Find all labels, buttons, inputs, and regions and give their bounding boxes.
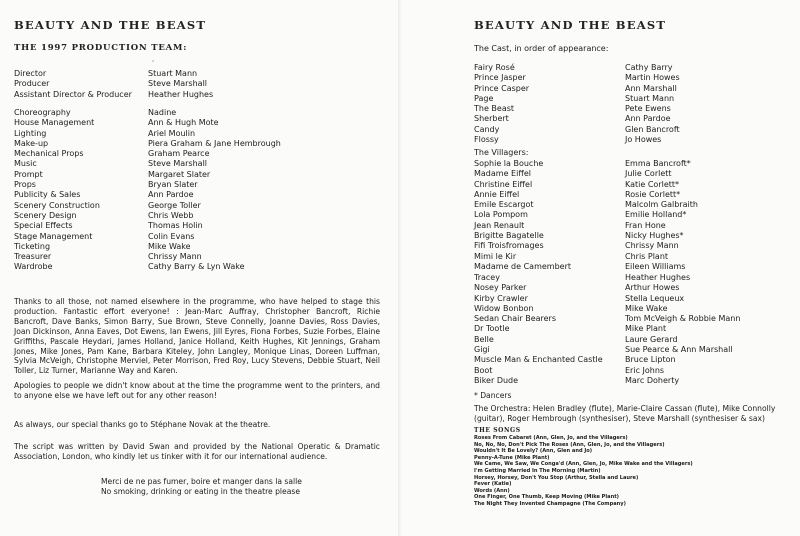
left-page-title: BEAUTY AND THE BEAST	[14, 18, 207, 32]
cast-row	[474, 273, 794, 283]
cast-row	[474, 200, 794, 210]
team-credit-row	[14, 118, 384, 128]
person-name: Malcolm Galbraith	[625, 200, 698, 210]
person-name: Ann Pardoe	[625, 114, 671, 124]
role-label: Publicity & Sales	[14, 190, 81, 200]
role-label: Special Effects	[14, 221, 73, 231]
team-credit-row	[14, 108, 384, 118]
cast-row	[474, 335, 794, 345]
thanks-paragraph: Thanks to all those, not named elsewhere in the programme, who have helped to stage this production. Fantastic effort everyone! : Jean-Marc Auffray, Christopher Bancroft, Richie Bancroft, Dave Banks, Simon Barry, Sue Brown, Steve Connelly, Joanne Davies, Ross Davies, Joan Dickinson, Anna Eaves, Dot Ewens, Ian Ewens, Jill Eyres, Fiona Forbes, Suzie Forbes, Elaine Griffiths, Pascale Heydari, James Holland, Janice Holland, Keith Hughes, Kit Jennings, Graham Jones, Mike Jones, Pam Kane, Barbara Kiteley, John Langley, Monique Linas, Doreen Luffman, Sylvia McVeigh, Christophe Merviel, Peter Morrison, Fred Roy, Lucy Stevens, Debbie Stuart, Neil Toller, Liz Turner, Marianne Way and Karen.	[14, 297, 380, 376]
cast-row	[474, 376, 794, 386]
person-name: Graham Pearce	[148, 149, 210, 159]
role-label: Biker Dude	[474, 375, 519, 385]
role-label: Treasurer	[14, 252, 52, 262]
cast-row	[474, 262, 794, 272]
person-name: Emilie Holland*	[625, 210, 687, 220]
song-item: One Finger, One Thumb, Keep Moving (Mike Plant)	[474, 494, 619, 501]
song-item: Horsey, Horsey, Don't You Stop (Arthur, Stella and Laure)	[474, 474, 639, 481]
dancers-note: * Dancers	[474, 391, 512, 400]
person-name: Sue Pearce & Ann Marshall	[625, 345, 733, 355]
role-label: Assistant Director & Producer	[14, 89, 132, 99]
role-label: Widow Bonbon	[474, 303, 534, 313]
person-name: Stuart Mann	[148, 69, 198, 78]
cast-row	[474, 169, 794, 179]
cast-row	[474, 114, 794, 124]
notice-french: Merci de ne pas fumer, boire et manger dans la salle	[101, 477, 302, 486]
cast-row	[474, 314, 794, 324]
role-label: Sedan Chair Bearers	[474, 314, 557, 324]
team-credit-row	[14, 242, 384, 252]
pen-mark: ,	[152, 55, 155, 63]
song-item: We Came, We Saw, We Conga'd (Ann, Glen, Jo, Mike Wake and the Villagers)	[474, 461, 693, 468]
role-label: Flossy	[474, 135, 499, 145]
cast-row	[474, 355, 794, 365]
role-label: Gigi	[474, 345, 490, 355]
role-label: Page	[474, 93, 494, 103]
role-label: Wardrobe	[14, 262, 53, 272]
person-name: Ariel Moulin	[148, 128, 196, 138]
person-name: George Toller	[148, 200, 201, 210]
cast-row	[474, 366, 794, 376]
team-credit-row	[14, 79, 384, 89]
role-label: Mimi le Kir	[474, 251, 517, 261]
cast-row	[474, 231, 794, 241]
person-name: Eileen Williams	[625, 261, 686, 271]
person-name: Stella Lequeux	[625, 293, 685, 303]
song-item: No, No, No, Don't Pick The Roses (Ann, Glen, Jo, and the Villagers)	[474, 441, 665, 448]
role-label: Prompt	[14, 169, 43, 179]
cast-row	[474, 304, 794, 314]
cast-row	[474, 94, 794, 104]
role-label: Props	[14, 180, 36, 190]
role-label: Tracey	[474, 273, 500, 282]
cast-row	[474, 159, 794, 169]
person-name: Chris Webb	[148, 210, 194, 220]
songs-heading: THE SONGS	[474, 427, 521, 434]
role-label: Madame Eiffel	[474, 169, 531, 179]
role-label: Fairy Rosé	[474, 63, 515, 72]
role-label: Brigitte Bagatelle	[474, 231, 544, 241]
cast-row	[474, 190, 794, 200]
person-name: Piera Graham & Jane Hembrough	[148, 138, 281, 148]
role-label: Prince Casper	[474, 83, 530, 93]
team-credit-row	[14, 180, 384, 190]
role-label: Belle	[474, 334, 494, 344]
cast-row	[474, 241, 794, 251]
person-name: Laure Gerard	[625, 334, 678, 344]
song-item: The Night They Invented Champagne (The Company)	[474, 500, 626, 507]
production-team-list-crew	[14, 108, 384, 273]
role-label: Ticketing	[14, 241, 51, 251]
role-label: Madame de Camembert	[474, 261, 572, 271]
team-credit-row	[14, 69, 384, 79]
role-label: Emile Escargot	[474, 200, 534, 210]
team-credit-row	[14, 232, 384, 242]
role-label: Lola Pompom	[474, 210, 528, 220]
song-item: Roses From Cabaret (Ann, Glen, Jo, and the Villagers)	[474, 435, 628, 441]
team-credit-row	[14, 149, 384, 159]
song-item: I'm Getting Married In The Morning (Martin)	[474, 467, 601, 474]
person-name: Chris Plant	[625, 251, 669, 261]
cast-intro: The Cast, in order of appearance:	[474, 44, 609, 53]
team-credit-row	[14, 211, 384, 221]
role-label: Annie Eiffel	[474, 189, 520, 199]
role-label: Candy	[474, 124, 500, 134]
role-label: Prince Jasper	[474, 73, 526, 83]
cast-row	[474, 252, 794, 262]
role-label: Sherbert	[474, 114, 509, 124]
role-label: Stage Management	[14, 231, 93, 241]
team-credit-row	[14, 262, 384, 272]
person-name: Emma Bancroft*	[625, 159, 691, 168]
person-name: Ann Marshall	[625, 83, 677, 93]
role-label: Muscle Man & Enchanted Castle	[474, 355, 603, 365]
song-item: Fever (Katie)	[474, 481, 512, 488]
cast-row	[474, 180, 794, 190]
song-item: Penny-A-Tune (Mike Plant)	[474, 454, 550, 461]
songs-list	[474, 435, 794, 508]
cast-row	[474, 324, 794, 334]
role-label: Producer	[14, 79, 50, 89]
role-label: Director	[14, 69, 47, 78]
person-name: Martin Howes	[625, 73, 680, 83]
person-name: Nicky Hughes*	[625, 231, 684, 241]
person-name: Pete Ewens	[625, 104, 671, 114]
special-thanks-line: As always, our special thanks go to Stéphane Novak at the theatre.	[14, 420, 271, 429]
role-label: Mechanical Props	[14, 149, 84, 159]
person-name: Mike Wake	[148, 241, 191, 251]
person-name: Bryan Slater	[148, 180, 198, 190]
person-name: Bruce Lipton	[625, 355, 676, 365]
role-label: Jean Renault	[474, 220, 525, 230]
role-label: Kirby Crawler	[474, 293, 528, 303]
person-name: Tom McVeigh & Robbie Mann	[625, 314, 741, 324]
person-name: Arthur Howes	[625, 283, 680, 293]
role-label: Scenery Construction	[14, 200, 100, 210]
role-label: Boot	[474, 365, 493, 375]
role-label: Music	[14, 159, 37, 169]
person-name: Stuart Mann	[625, 93, 675, 103]
right-page	[400, 0, 800, 536]
cast-row	[474, 63, 794, 73]
person-name: Jo Howes	[625, 135, 662, 145]
orchestra-credit: The Orchestra: Helen Bradley (flute), Marie-Claire Cassan (flute), Mike Connolly (guitar), Roger Hembrough (synthesiser), Steve Marshall (synthesiser & sax)	[474, 404, 776, 423]
person-name: Chrissy Mann	[625, 241, 679, 251]
person-name: Cathy Barry & Lyn Wake	[148, 262, 245, 272]
team-credit-row	[14, 190, 384, 200]
role-label: Sophie la Bouche	[474, 159, 544, 168]
cast-list-principals	[474, 63, 794, 145]
team-credit-row	[14, 159, 384, 169]
role-label: Nosey Parker	[474, 283, 527, 293]
team-credit-row	[14, 170, 384, 180]
person-name: Margaret Slater	[148, 169, 211, 179]
production-team-list-main	[14, 69, 384, 100]
role-label: Lighting	[14, 128, 47, 138]
person-name: Steve Marshall	[148, 159, 208, 169]
cast-row	[474, 345, 794, 355]
team-credit-row	[14, 90, 384, 100]
team-credit-row	[14, 221, 384, 231]
cast-row	[474, 210, 794, 220]
team-credit-row	[14, 201, 384, 211]
cast-list-villagers	[474, 159, 794, 272]
person-name: Eric Johns	[625, 365, 665, 375]
right-page-title: BEAUTY AND THE BEAST	[474, 18, 667, 32]
cast-row	[474, 221, 794, 231]
role-label: Make-up	[14, 138, 49, 148]
person-name: Katie Corlett*	[625, 179, 680, 189]
role-label: Scenery Design	[14, 210, 77, 220]
person-name: Julie Corlett	[625, 169, 672, 179]
cast-row	[474, 84, 794, 94]
cast-row	[474, 73, 794, 83]
song-item: Words (Ann)	[474, 487, 510, 494]
villagers-heading: The Villagers:	[474, 148, 529, 157]
role-label: The Beast	[474, 104, 515, 114]
production-team-heading: THE 1997 PRODUCTION TEAM:	[14, 43, 188, 53]
person-name: Chrissy Mann	[148, 252, 202, 262]
person-name: Mike Wake	[625, 303, 668, 313]
team-credit-row	[14, 129, 384, 139]
role-label: Dr Tootle	[474, 324, 510, 334]
person-name: Cathy Barry	[625, 63, 673, 72]
cast-row	[474, 125, 794, 135]
role-label: House Management	[14, 118, 95, 128]
person-name: Nadine	[148, 108, 177, 117]
person-name: Mike Plant	[625, 324, 667, 334]
team-credit-row	[14, 252, 384, 262]
apologies-paragraph: Apologies to people we didn't know about at the time the programme went to the printers, and to anyone else we have left out for any other reason!	[14, 381, 380, 400]
role-label: Christine Eiffel	[474, 179, 533, 189]
person-name: Steve Marshall	[148, 79, 208, 89]
person-name: Rosie Corlett*	[625, 189, 681, 199]
script-credit-paragraph: The script was written by David Swan and provided by the National Operatic & Dramatic Association, London, who kindly let us tinker with it for our international audience.	[14, 442, 380, 461]
person-name: Thomas Holin	[148, 221, 203, 231]
person-name: Heather Hughes	[148, 89, 214, 99]
person-name: Heather Hughes	[625, 273, 691, 282]
person-name: Colin Evans	[148, 231, 195, 241]
role-label: Fifi Troisfromages	[474, 241, 544, 251]
cast-list-others	[474, 273, 794, 386]
song-item: Wouldn't It Be Lovely? (Ann, Glen and Jo)	[474, 448, 593, 455]
person-name: Ann Pardoe	[148, 190, 194, 200]
cast-row	[474, 294, 794, 304]
notice-english: No smoking, drinking or eating in the theatre please	[101, 487, 300, 496]
person-name: Fran Hone	[625, 220, 666, 230]
team-credit-row	[14, 139, 384, 149]
cast-row	[474, 135, 794, 145]
cast-row	[474, 283, 794, 293]
person-name: Glen Bancroft	[625, 124, 680, 134]
person-name: Ann & Hugh Mote	[148, 118, 219, 128]
person-name: Marc Doherty	[625, 375, 680, 385]
role-label: Choreography	[14, 108, 71, 117]
cast-row	[474, 104, 794, 114]
